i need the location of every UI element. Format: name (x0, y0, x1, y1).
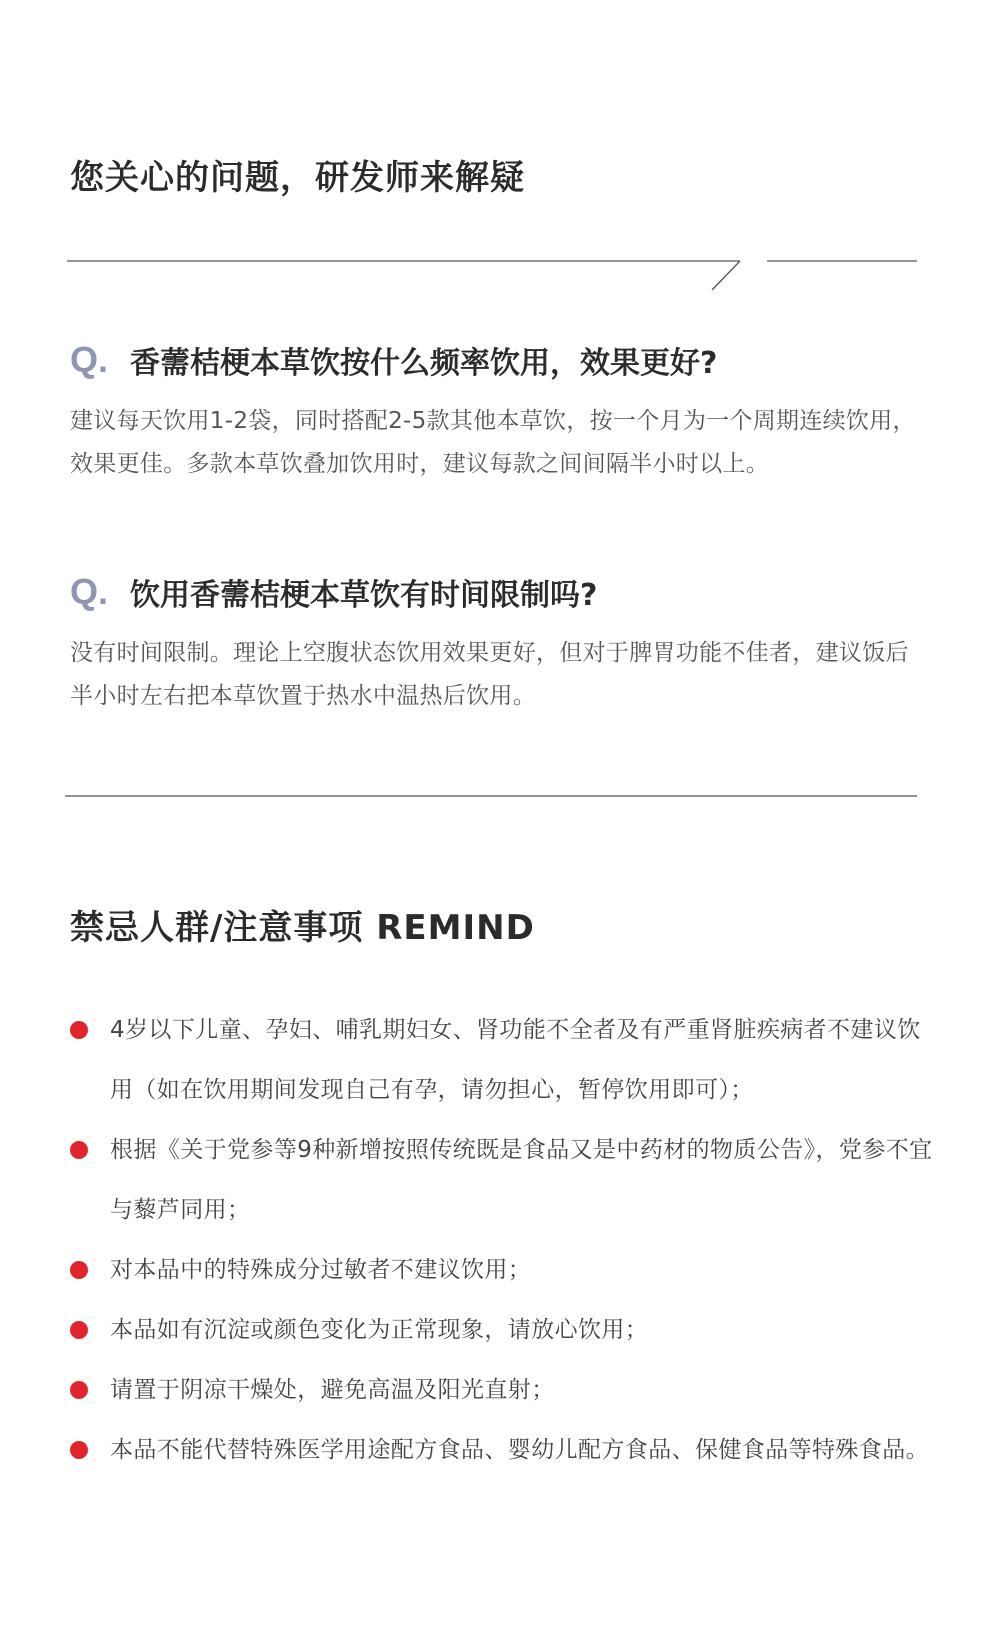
question-mark-label: Q. (70, 339, 109, 380)
red-bullet-icon (70, 1021, 88, 1039)
remind-item (70, 1240, 940, 1300)
answer-text: 建议每天饮用1-2袋，同时搭配2-5款其他本草饮，按一个月为一个周期连续饮用，效果更佳。多款本草饮叠加饮用时，建议每款之间间隔半小时以上。 (70, 408, 916, 477)
remind-item-text: 对本品中的特殊成分过敏者不建议饮用； (110, 1257, 532, 1283)
remind-item-text: 根据《关于党参等9种新增按照传统既是食品又是中药材的物质公告》，党参不宜与藜芦同用； (110, 1137, 933, 1223)
remind-item (70, 1420, 940, 1480)
answer-text: 没有时间限制。理论上空腹状态饮用效果更好，但对于脾胃功能不佳者，建议饭后半小时左右把本草饮置于热水中温热后饮用。 (70, 640, 909, 709)
faq-item (70, 570, 930, 718)
faq-section-title: 您关心的问题，研发师来解疑 (70, 158, 525, 198)
remind-item-text: 4岁以下儿童、孕妇、哺乳期妇女、肾功能不全者及有严重肾脏疾病者不建议饮用（如在饮用期间发现自己有孕，请勿担心，暂停饮用即可）； (110, 1017, 921, 1103)
red-bullet-icon (70, 1441, 88, 1459)
question-text: 饮用香薷桔梗本草饮有时间限制吗? (130, 578, 598, 613)
red-bullet-icon (70, 1261, 88, 1279)
question-mark-label: Q. (70, 571, 109, 612)
remind-item-text: 本品不能代替特殊医学用途配方食品、婴幼儿配方食品、保健食品等特殊食品。 (110, 1437, 929, 1463)
remind-item (70, 1120, 940, 1240)
red-bullet-icon (70, 1321, 88, 1339)
remind-item (70, 1360, 940, 1420)
question-text: 香薷桔梗本草饮按什么频率饮用，效果更好? (130, 346, 718, 381)
remind-item (70, 1300, 940, 1360)
remind-item-text: 请置于阴凉干燥处，避免高温及阳光直射； (110, 1377, 555, 1403)
faq-item (70, 338, 930, 486)
remind-item (70, 1000, 940, 1120)
remind-section-title: 禁忌人群/注意事项 REMIND (70, 908, 535, 948)
remind-item-text: 本品如有沉淀或颜色变化为正常现象，请放心饮用； (110, 1317, 649, 1343)
remind-list (70, 1000, 940, 1480)
red-bullet-icon (70, 1381, 88, 1399)
top-divider-slash (712, 261, 740, 290)
red-bullet-icon (70, 1141, 88, 1159)
